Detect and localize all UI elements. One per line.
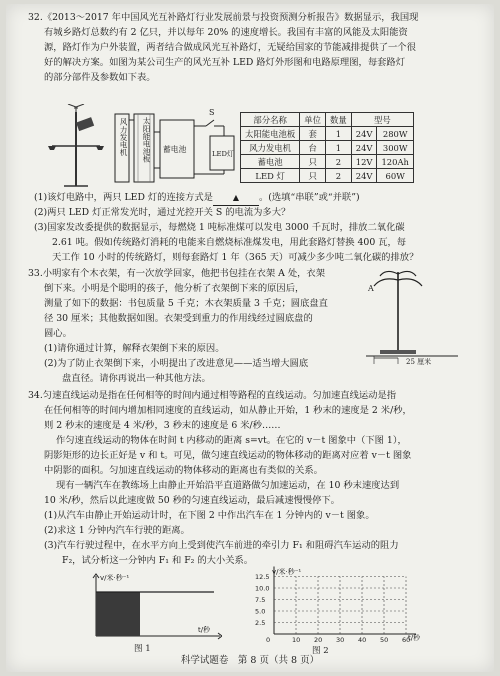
q32-line-4: 好的解决方案。如图为某公司生产的风光互补 LED 路灯外形图和电路原理图，每套路灯 [44, 57, 406, 68]
q34-line-7: 现有一辆汽车在教练场上由静止开始沿平直道路做匀加速运动，在 10 秒末速度达到 [56, 480, 400, 491]
table-cell: 台 [300, 141, 326, 155]
q33-line-5: 圆心。 [44, 328, 72, 339]
table-cell: 套 [300, 127, 326, 141]
q32-subq-1-text: (1)该灯电路中，两只 LED 灯的连接方式是 [34, 192, 213, 203]
fig1-ylabel: v/米·秒⁻¹ [100, 574, 130, 582]
table-cell: 300W [377, 141, 413, 155]
q33-subq-2-b: 盘直径。请你再说出一种其他方法。 [62, 373, 211, 384]
q34-line-4: 作匀速直线运动的物体在时间 t 内移动的距离 s=vt。在它的 v－t 图象中（下图 1）， [56, 435, 407, 446]
circuit-diagram [114, 108, 236, 186]
figure-2-caption: 图 2 [312, 646, 329, 656]
table-cell: 2 [326, 169, 352, 183]
q33-subq-2-a: (2)为了防止衣架倒下来，小明提出了改进意见——适当增大圆底 [44, 358, 309, 369]
table-cell: 风力发电机 [241, 141, 300, 155]
q32-subq-3-b: 2.61 吨。假如传统路灯消耗的电能来自燃烧标准煤发电，用此套路灯替换 400 瓦，每 [52, 237, 407, 248]
table-row [241, 169, 414, 183]
table-header: 部分名称 [241, 113, 300, 127]
q33-line-3: 测量了如下的数据：书包质量 5 千克；木衣架质量 3 千克；圆底盘直 [44, 298, 328, 309]
fig2-ylabel: v/米·秒⁻¹ [272, 568, 302, 576]
q32-line-1: 32.《2013～2017 年中国风光互补路灯行业发展前景与投资预测分析报告》数据显示，我国现 [28, 12, 419, 23]
q32-line-2: 有城乡路灯总数约有 2 亿只，并以每年 20% 的速度增长。我国有丰富的风能及太阳能资 [44, 27, 408, 38]
table-cell: 120Ah [377, 155, 413, 169]
q34-subq-3-a: (3)汽车行驶过程中，在水平方向上受到使汽车前进的牵引力 F₁ 和阻碍汽车运动的阻力 [44, 540, 399, 551]
q32-line-5: 的部分部件及参数如下表。 [44, 72, 156, 83]
x-tick-label: 20 [314, 636, 323, 644]
coat-rack-figure [362, 262, 472, 368]
figure-2-grid [252, 566, 432, 646]
q34-line-2: 在任何相等的时间内增加相同速度的直线运动，如从静止开始，1 秒末的速度是 2 米/秒， [44, 405, 412, 416]
fig1-xlabel: t/秒 [198, 626, 211, 634]
answer-blank: ▲ [213, 190, 259, 206]
q34-line-6: 中阴影的面积。匀加速直线运动的物体移动的距离也有类似的关系。 [44, 465, 323, 476]
table-header: 单位 [300, 113, 326, 127]
q32-subq-3-a: (3)国家发改委提供的数据显示，每燃烧 1 吨标准煤可以发电 3000 千瓦时，排放二氧化碳 [34, 222, 405, 233]
q34-line-3: 则 2 秒末的速度是 4 米/秒，3 秒末的速度是 6 米/秒…… [44, 420, 281, 431]
table-cell: LED 灯 [241, 169, 300, 183]
page-footer: 科学试题卷 第 8 页（共 8 页） [180, 655, 320, 666]
table-cell: 1 [326, 127, 352, 141]
wind-generator-label: 风力发电机 [119, 118, 128, 156]
table-header-row [241, 113, 414, 127]
exam-page [6, 4, 494, 672]
table-cell: 1 [326, 141, 352, 155]
q32-subq-1-tail: 。(选填“串联”或“并联”) [258, 192, 360, 203]
y-tick-label: 5.0 [255, 607, 266, 616]
table-cell: 280W [377, 127, 413, 141]
shaded-area [96, 592, 140, 636]
q33-subq-1: (1)请你通过计算，解释衣架倒下来的原因。 [44, 343, 225, 354]
table-cell: 12V [351, 155, 377, 169]
y-tick-label: 12.5 [255, 573, 270, 581]
q34-line-5: 阴影矩形的边长正好是 v 和 t。可见，做匀速直线运动的物体移动的距离对应着 v－t 图象 [44, 450, 412, 461]
led-lamp-label: LED灯 [212, 150, 234, 158]
x-tick-label: 60 [402, 636, 411, 644]
dimension-label: 25 厘米 [406, 358, 432, 366]
q34-subq-1: (1)从汽车由静止开始运动计时，在下图 2 中作出汽车在 1 分钟内的 v－t 图象。 [44, 510, 375, 521]
solar-panel-label: 太阳能电池板 [142, 117, 151, 163]
table-row [241, 155, 414, 169]
table-cell: 60W [377, 169, 413, 183]
figure-1-vt-graph [82, 570, 222, 644]
battery-label: 蓄电池 [163, 145, 187, 154]
q34-line-8: 10 米/秒，然后以此速度做 50 秒的匀速直线运动，最后减速慢慢停下。 [44, 495, 340, 506]
q33-line-4: 径 30 厘米；其他数据如图。衣架受到重力的作用线经过圆底盘的 [44, 313, 313, 324]
q34-subq-2: (2)求这 1 分钟内汽车行驶的距离。 [44, 525, 190, 536]
q32-subq-2: (2)两只 LED 灯正常发光时，通过光控开关 S 的电流为多大？ [34, 207, 291, 218]
q32-subq-1 [34, 190, 484, 206]
q33-line-2: 倒下来。小明是个聪明的孩子，他分析了衣架倒下来的原因后， [44, 283, 305, 294]
fig2-origin: 0 [266, 636, 271, 644]
x-tick-label: 40 [358, 636, 367, 644]
parts-table [240, 112, 414, 183]
table-header: 数量 [326, 113, 352, 127]
x-tick-label: 10 [292, 636, 301, 644]
q34-subq-3-b: F₂，试分析这一分钟内 F₁ 和 F₂ 的大小关系。 [62, 555, 254, 566]
q32-line-3: 源，路灯作为户外装置，两者结合做成风光互补路灯，无疑给国家的节能减排提供了一个很 [44, 42, 416, 53]
table-cell: 2 [326, 155, 352, 169]
q32-subq-3-c: 天工作 10 小时的传统路灯，则每套路灯 1 年（365 天）可减少多少吨二氧化碳的排放？ [52, 252, 419, 263]
table-cell: 24V [351, 141, 377, 155]
table-cell: 24V [351, 169, 377, 183]
x-tick-label: 30 [336, 636, 345, 644]
table-header: 型号 [351, 113, 413, 127]
table-cell: 蓄电池 [241, 155, 300, 169]
table-row [241, 141, 414, 155]
q33-line-1: 33.小明家有个木衣架，有一次放学回家，他把书包挂在衣架 A 处，衣架 [28, 268, 326, 279]
point-a-label: A [368, 284, 374, 293]
table-cell: 24V [351, 127, 377, 141]
table-cell: 只 [300, 169, 326, 183]
figure-1-caption: 图 1 [134, 644, 151, 654]
table-cell: 太阳能电池板 [241, 127, 300, 141]
x-tick-label: 50 [380, 636, 389, 644]
table-cell: 只 [300, 155, 326, 169]
table-row [241, 127, 414, 141]
street-light-figure [44, 104, 108, 188]
y-tick-label: 10.0 [255, 584, 270, 593]
fig2-xlabel: t/秒 [408, 634, 421, 642]
y-tick-label: 7.5 [255, 596, 266, 604]
q34-line-1: 34.匀速直线运动是指在任何相等的时间内通过相等路程的直线运动。匀加速直线运动是指 [28, 390, 397, 401]
switch-label: S [209, 108, 215, 117]
y-tick-label: 2.5 [255, 619, 266, 627]
